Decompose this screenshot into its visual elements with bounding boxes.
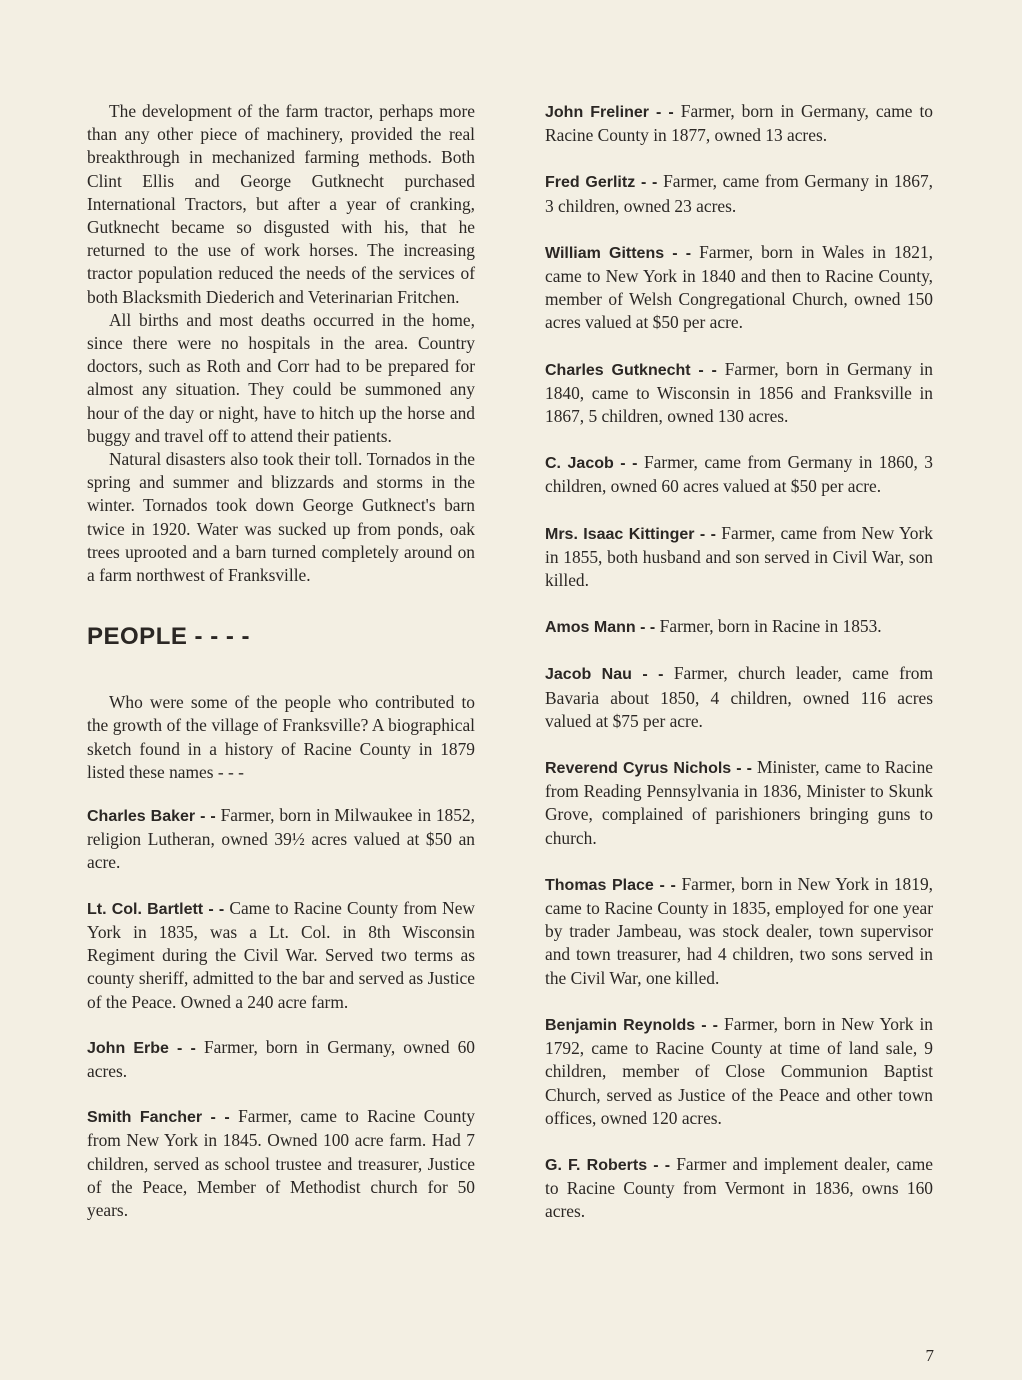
bio-entry xyxy=(545,522,933,593)
bio-name: Smith Fancher xyxy=(87,1109,203,1127)
bio-separator: - - xyxy=(694,525,722,543)
bio-separator: - - xyxy=(631,666,674,684)
bio-separator: - - xyxy=(613,455,645,473)
right-column xyxy=(545,100,933,1247)
bio-separator: - - xyxy=(202,1109,239,1127)
people-intro: Who were some of the people who contributed to the growth of the village of Franksville? A biographical sketch found in a history of Racine County in 1879 listed these names - - - xyxy=(87,692,475,782)
bio-name: C. Jacob xyxy=(545,455,614,473)
bio-entry xyxy=(545,170,933,217)
bio-text: Farmer, born in Germany in 1840, came to Wisconsin in 1856 and Franksville in 1867, 5 children, owned 130 acres. xyxy=(545,358,933,427)
bio-text: Farmer, came from New York in 1855, both husband and son served in Civil War, son killed. xyxy=(545,522,933,591)
bio-text: Came to Racine County from New York in 1835, was a Lt. Col. in 8th Wisconsin Regiment during the Civil War. Served two terms as county sheriff, admitted to the bar and served as Justice of the Peace. Owned a 240 acre farm. xyxy=(87,897,475,1012)
bio-text: Farmer, born in Milwaukee in 1852, religion Lutheran, owned 39½ acres valued at $50 an acre. xyxy=(87,805,475,873)
bio-entry xyxy=(545,241,933,335)
page-number: 7 xyxy=(925,1346,934,1365)
bio-name: Thomas Place xyxy=(545,876,654,894)
bio-text: Farmer, born in New York in 1792, came to Racine County at time of land sale, 9 children, member of Close Communion Baptist Church, served as Justice of the Peace and other town offices, owned 120 acres. xyxy=(545,1013,933,1128)
bio-text: Farmer, born in Germany, came to Racine County in 1877, owned 13 acres. xyxy=(545,101,933,146)
bio-separator: - - xyxy=(203,900,230,918)
bio-separator: - - xyxy=(168,1039,204,1057)
bio-entry xyxy=(545,662,933,733)
bio-entry xyxy=(545,100,933,147)
bio-entry xyxy=(545,358,933,429)
bio-entry xyxy=(545,1013,933,1130)
bio-separator: - - xyxy=(731,760,758,778)
bio-entry xyxy=(87,1036,475,1083)
bio-entry xyxy=(545,615,933,639)
bio-name: William Gittens xyxy=(545,244,665,262)
paragraph-births: All births and most deaths occurred in the home, since there were no hospitals in the area. Country doctors, such as Roth and Corr had to be prepared for almost any situation. They could be summoned any hour of the day or night, have to hitch up the horse and buggy and travel off to attend their patients. xyxy=(87,309,475,446)
bio-name: John Freliner xyxy=(545,104,649,121)
bio-separator: - - xyxy=(690,361,725,379)
bio-name: G. F. Roberts xyxy=(545,1156,648,1174)
bio-text: Farmer, came from Germany in 1860, 3 children, owned 60 acres valued at $50 per acre. xyxy=(545,452,933,497)
left-column xyxy=(87,100,475,1244)
section-heading-people: PEOPLE - - - - xyxy=(87,623,250,651)
bio-name: Charles Baker xyxy=(87,808,196,826)
bio-entry xyxy=(545,873,933,990)
bio-entry xyxy=(545,1153,933,1224)
bio-separator: - - xyxy=(664,244,700,262)
bio-name: Charles Gutknecht xyxy=(545,361,691,379)
bio-text: Farmer, born in Wales in 1821, came to New York in 1840 and then to Racine County, member of Welsh Congregational Church, owned 150 acres valued at $50 per acre. xyxy=(545,241,933,333)
bio-entry xyxy=(545,451,933,498)
bio-name: Lt. Col. Bartlett xyxy=(87,900,204,918)
bio-text: Farmer, church leader, came from Bavaria about 1850, 4 children, owned 116 acres valued at $75 per acre. xyxy=(545,663,933,731)
bio-name: Jacob Nau xyxy=(545,666,632,684)
bio-separator: - - xyxy=(648,104,681,121)
bio-text: Farmer, born in Germany, owned 60 acres. xyxy=(87,1036,475,1081)
bio-separator: - - xyxy=(635,619,660,637)
bio-name: Mrs. Isaac Kittinger xyxy=(545,525,695,543)
bio-text: Farmer and implement dealer, came to Racine County from Vermont in 1836, owns 160 acres. xyxy=(545,1153,934,1222)
bio-separator: - - xyxy=(635,174,664,192)
bio-separator: - - xyxy=(695,1016,725,1034)
bio-text: Farmer, born in Racine in 1853. xyxy=(659,616,882,637)
bio-text: Farmer, came from Germany in 1867, 3 children, owned 23 acres. xyxy=(545,171,933,216)
bio-entry xyxy=(87,1105,475,1222)
bio-separator: - - xyxy=(195,808,221,826)
bio-entry xyxy=(545,756,933,850)
bio-separator: - - xyxy=(647,1156,677,1174)
bio-name: Benjamin Reynolds xyxy=(545,1016,696,1034)
bio-text: Farmer, came to Racine County from New York in 1845. Owned 100 acre farm. Had 7 children, served as school trustee and treasurer, Justice of the Peace, Member of Methodist church for 50 years. xyxy=(87,1106,475,1220)
paragraph-disasters: Natural disasters also took their toll. Tornados in the spring and summer and blizzards and storms in the winter. Tornados took down George Gutknect's barn twice in 1920. Water was sucked up from ponds, oak trees uprooted and a barn turned completely around on a farm northwest of Franksville. xyxy=(87,449,475,586)
bio-text: Farmer, born in New York in 1819, came to Racine County in 1835, employed for one year by trader Jambeau, was stock dealer, town supervisor and town treasurer, had 4 children, two sons served in the Civil War, one killed. xyxy=(545,873,933,988)
bio-separator: - - xyxy=(653,876,682,894)
bio-entry xyxy=(87,804,475,875)
bio-name: Fred Gerlitz xyxy=(545,174,636,192)
bio-text: Minister, came to Racine from Reading Pennsylvania in 1836, Minister to Skunk Grove, complained of parishioners bringing guns to church. xyxy=(545,757,933,848)
bio-name: Amos Mann xyxy=(545,619,636,637)
bio-name: John Erbe xyxy=(87,1039,169,1057)
paragraph-tractor: The development of the farm tractor, perhaps more than any other piece of machinery, provided the real breakthrough in mechanized farming methods. Both Clint Ellis and George Gutknecht purchased International Tractors, but after a year of cranking, Gutknecht became so disgusted with his, that he returned to the use of work horses. The increasing tractor population reduced the needs of the services of both Blacksmith Diederich and Veterinarian Fritchen. xyxy=(87,101,475,307)
bio-name: Reverend Cyrus Nichols xyxy=(545,760,732,778)
bio-entry xyxy=(87,897,475,1014)
